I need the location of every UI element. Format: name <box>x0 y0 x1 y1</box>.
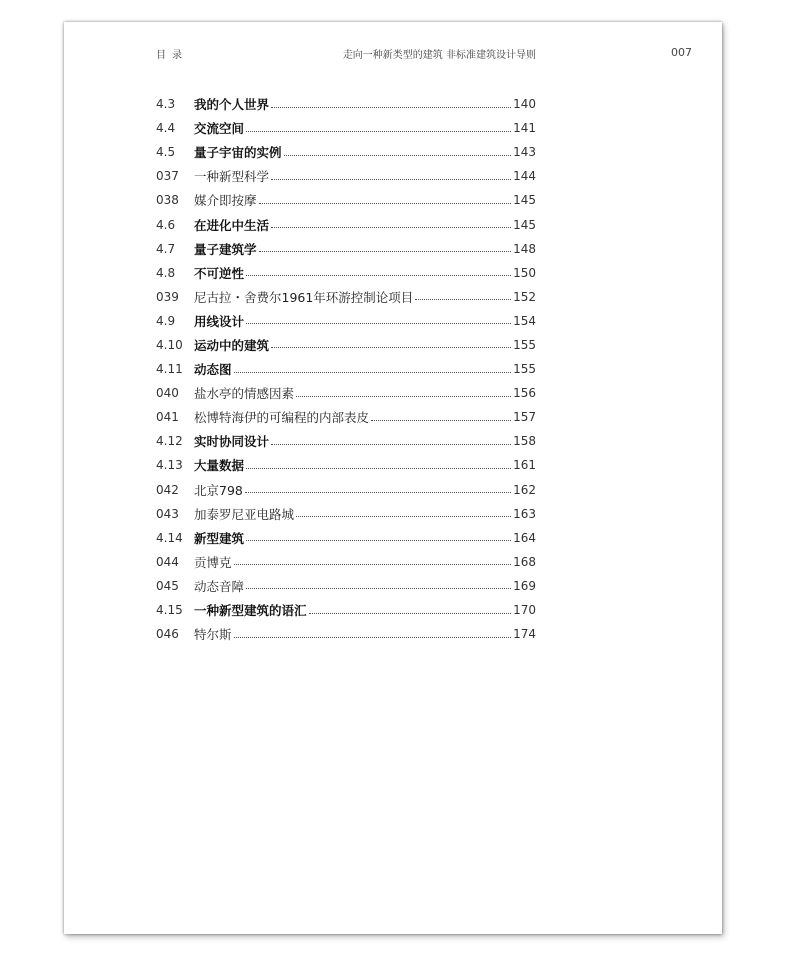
toc-entry-page: 170 <box>513 603 536 618</box>
toc-entry-title: 不可逆性 <box>194 265 245 281</box>
toc-entry-title: 一种新型科学 <box>194 169 270 185</box>
dot-leader <box>309 613 512 614</box>
toc-entry-page: 163 <box>513 506 536 521</box>
toc-entry-number: 4.11 <box>156 362 183 377</box>
dot-leader <box>271 179 511 180</box>
dot-leader <box>271 444 511 445</box>
toc-entry <box>156 116 536 140</box>
toc-entry <box>156 550 536 574</box>
toc-entry <box>156 309 536 333</box>
table-of-contents <box>156 92 536 646</box>
dot-leader <box>271 227 511 228</box>
toc-entry <box>156 285 536 309</box>
toc-entry-page: 169 <box>513 578 536 593</box>
toc-entry <box>156 622 536 646</box>
toc-entry-number: 4.3 <box>156 97 176 112</box>
toc-entry-page: 145 <box>513 217 536 232</box>
toc-entry-page: 155 <box>513 362 536 377</box>
toc-entry <box>156 598 536 622</box>
toc-entry <box>156 405 536 429</box>
toc-entry-title: 北京798 <box>194 482 243 498</box>
dot-leader <box>259 203 512 204</box>
dot-leader <box>415 299 511 300</box>
toc-entry-page: 161 <box>513 458 536 473</box>
toc-entry-page: 150 <box>513 265 536 280</box>
toc-entry-page: 143 <box>513 145 536 160</box>
toc-entry-title: 动态音障 <box>194 578 245 594</box>
toc-entry-number: 4.14 <box>156 530 183 545</box>
toc-entry-page: 158 <box>513 434 536 449</box>
toc-entry-number: 043 <box>156 506 179 521</box>
dot-leader <box>296 516 511 517</box>
dot-leader <box>271 107 511 108</box>
toc-entry-number: 046 <box>156 627 179 642</box>
dot-leader <box>246 588 511 589</box>
toc-entry <box>156 164 536 188</box>
toc-entry <box>156 333 536 357</box>
toc-entry-page: 152 <box>513 289 536 304</box>
toc-entry-number: 042 <box>156 482 179 497</box>
toc-entry-page: 174 <box>513 627 536 642</box>
toc-entry <box>156 140 536 164</box>
dot-leader <box>246 468 511 469</box>
toc-entry-title: 一种新型建筑的语汇 <box>194 603 307 619</box>
toc-entry-title: 我的个人世界 <box>194 97 270 113</box>
toc-entry-page: 144 <box>513 169 536 184</box>
dot-leader <box>234 372 512 373</box>
toc-entry-number: 4.15 <box>156 603 183 618</box>
dot-leader <box>246 131 511 132</box>
toc-entry <box>156 574 536 598</box>
toc-entry <box>156 237 536 261</box>
toc-entry-title: 实时协同设计 <box>194 434 270 450</box>
toc-entry-page: 162 <box>513 482 536 497</box>
toc-entry-title: 松博特海伊的可编程的内部表皮 <box>194 410 370 426</box>
toc-entry-page: 140 <box>513 97 536 112</box>
toc-entry-title: 贡博克 <box>194 554 232 570</box>
toc-entry <box>156 478 536 502</box>
toc-entry-number: 045 <box>156 578 179 593</box>
toc-entry <box>156 381 536 405</box>
dot-leader <box>234 564 512 565</box>
toc-entry-page: 148 <box>513 241 536 256</box>
dot-leader <box>246 275 511 276</box>
toc-entry-title: 加泰罗尼亚电路城 <box>194 506 295 522</box>
dot-leader <box>284 155 512 156</box>
toc-entry-title: 量子建筑学 <box>194 241 257 257</box>
toc-entry-page: 157 <box>513 410 536 425</box>
toc-entry-title: 特尔斯 <box>194 627 232 643</box>
toc-entry-number: 038 <box>156 193 179 208</box>
toc-entry-number: 4.12 <box>156 434 183 449</box>
toc-entry <box>156 261 536 285</box>
toc-entry <box>156 502 536 526</box>
toc-entry-number: 040 <box>156 386 179 401</box>
toc-entry-number: 041 <box>156 410 179 425</box>
dot-leader <box>245 492 511 493</box>
toc-entry <box>156 357 536 381</box>
toc-entry-number: 4.7 <box>156 241 176 256</box>
toc-entry-page: 141 <box>513 121 536 136</box>
dot-leader <box>296 396 511 397</box>
toc-entry-number: 4.8 <box>156 265 176 280</box>
dot-leader <box>371 420 511 421</box>
toc-entry-title: 新型建筑 <box>194 530 245 546</box>
dot-leader <box>246 540 511 541</box>
toc-entry-number: 4.5 <box>156 145 176 160</box>
toc-entry-page: 155 <box>513 337 536 352</box>
toc-entry-title: 运动中的建筑 <box>194 337 270 353</box>
toc-entry <box>156 526 536 550</box>
toc-entry-number: 4.4 <box>156 121 176 136</box>
toc-entry <box>156 429 536 453</box>
page-number: 007 <box>671 46 692 59</box>
dot-leader <box>234 637 512 638</box>
toc-entry <box>156 212 536 236</box>
toc-entry-title: 盐水亭的情感因素 <box>194 386 295 402</box>
dot-leader <box>271 347 511 348</box>
toc-entry-number: 044 <box>156 554 179 569</box>
toc-entry-number: 4.6 <box>156 217 176 232</box>
toc-entry-page: 154 <box>513 313 536 328</box>
toc-entry-page: 145 <box>513 193 536 208</box>
dot-leader <box>259 251 512 252</box>
toc-entry-number: 037 <box>156 169 179 184</box>
toc-entry-title: 用线设计 <box>194 313 245 329</box>
toc-entry-title: 动态图 <box>194 362 232 378</box>
toc-entry <box>156 453 536 477</box>
toc-entry-title: 交流空间 <box>194 121 245 137</box>
toc-entry-title: 大量数据 <box>194 458 245 474</box>
toc-entry-number: 4.9 <box>156 313 176 328</box>
toc-entry <box>156 92 536 116</box>
toc-entry-page: 164 <box>513 530 536 545</box>
toc-entry-number: 039 <box>156 289 179 304</box>
toc-entry-title: 尼古拉・舍费尔1961年环游控制论项目 <box>194 289 414 305</box>
toc-entry-page: 168 <box>513 554 536 569</box>
toc-entry <box>156 188 536 212</box>
toc-entry-page: 156 <box>513 386 536 401</box>
toc-entry-number: 4.10 <box>156 337 183 352</box>
running-title: 走向一种新类型的建筑 非标准建筑设计导则 <box>342 50 536 61</box>
toc-entry-title: 在进化中生活 <box>194 217 270 233</box>
toc-entry-title: 量子宇宙的实例 <box>194 145 282 161</box>
toc-entry-title: 媒介即按摩 <box>194 193 257 209</box>
dot-leader <box>246 323 511 324</box>
toc-entry-number: 4.13 <box>156 458 183 473</box>
book-page <box>64 22 722 934</box>
section-label: 目录 <box>156 50 188 61</box>
